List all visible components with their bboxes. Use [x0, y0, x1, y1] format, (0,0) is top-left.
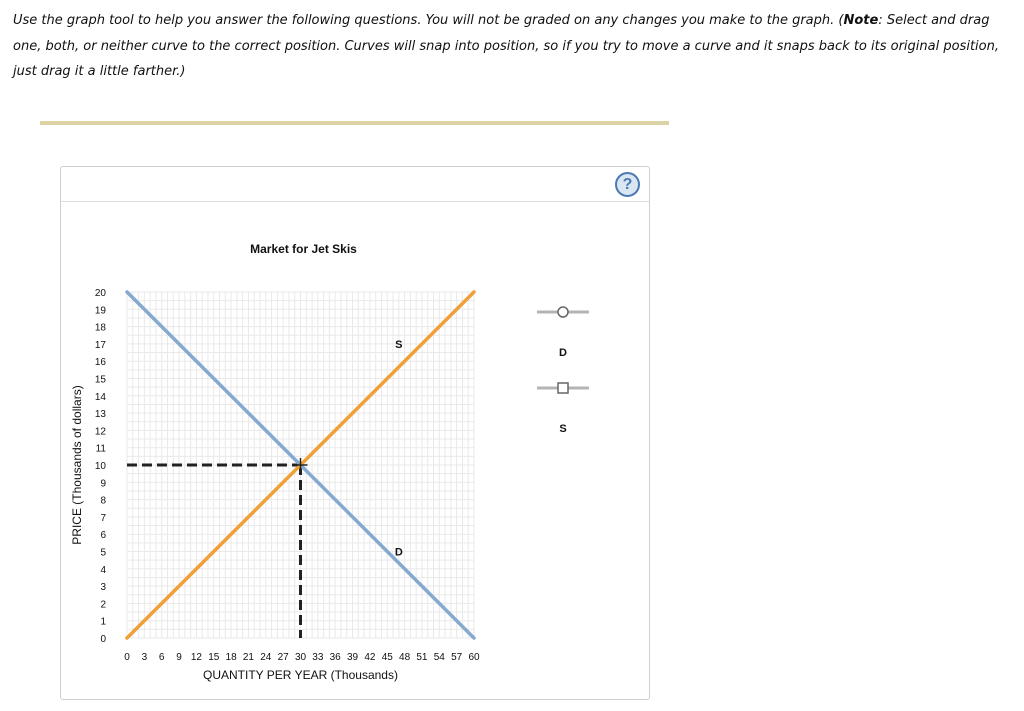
instructions-lead: Use the graph tool to help you answer the following questions. You will not be graded on any changes you make to the graph. (: [13, 13, 844, 28]
supply-curve-label: S: [395, 338, 403, 351]
y-tick-label: 16: [94, 357, 106, 369]
x-axis-label: QUANTITY PER YEAR (Thousands): [203, 668, 398, 682]
y-tick-label: 11: [95, 443, 106, 455]
y-tick-label: 1: [100, 616, 106, 628]
instructions-tail: : Select and drag one, both, or neither curve to the correct position. Curves will snap into position, so if you try to move a curve and it snaps back to its original position, just drag it a little farther.): [13, 13, 999, 79]
x-tick-label: 9: [176, 652, 182, 663]
chart-title: Market for Jet Skis: [250, 242, 357, 256]
x-tick-label: 3: [141, 652, 148, 663]
y-tick-label: 18: [94, 322, 106, 334]
x-tick-label: 54: [433, 652, 445, 663]
x-tick-label: 60: [468, 652, 480, 663]
y-tick-label: 20: [94, 288, 106, 299]
x-tick-label: 30: [294, 652, 307, 663]
y-tick-label: 10: [94, 461, 106, 472]
y-tick-label: 19: [94, 305, 106, 317]
x-tick-label: 18: [225, 652, 237, 663]
y-tick-label: 12: [94, 426, 106, 438]
x-tick-label: 15: [208, 652, 220, 663]
x-tick-label: 27: [277, 652, 289, 663]
x-tick-label: 21: [242, 652, 255, 663]
y-tick-label: 6: [100, 530, 106, 542]
y-tick-label: 14: [94, 391, 106, 403]
y-tick-label: 13: [94, 409, 106, 421]
y-tick-label: 17: [94, 339, 106, 351]
x-tick-label: 51: [416, 652, 428, 663]
x-tick-label: 33: [312, 652, 324, 663]
y-tick-label: 8: [100, 495, 106, 507]
square-handle-icon[interactable]: [558, 383, 568, 393]
y-tick-label: 9: [100, 478, 106, 490]
x-tick-label: 57: [451, 652, 463, 663]
y-tick-label: 7: [100, 512, 106, 524]
question-mark-icon: ?: [622, 176, 633, 193]
x-tick-label: 0: [124, 652, 130, 663]
x-tick-label: 45: [381, 652, 393, 663]
x-tick-label: 36: [329, 652, 341, 663]
y-tick-label: 0: [100, 634, 106, 645]
x-tick-label: 24: [260, 652, 272, 663]
circle-handle-icon[interactable]: [558, 307, 568, 317]
demand-curve-label: D: [394, 546, 403, 559]
x-tick-label: 6: [158, 652, 165, 663]
x-tick-label: 48: [399, 652, 411, 663]
y-tick-label: 2: [100, 599, 106, 611]
x-tick-label: 42: [364, 652, 376, 663]
y-tick-label: 4: [100, 564, 106, 576]
y-axis-label: PRICE (Thousands of dollars): [70, 385, 84, 545]
x-tick-label: 39: [346, 652, 359, 663]
y-tick-label: 5: [100, 547, 106, 559]
note-label: Note: [843, 13, 879, 28]
y-tick-label: 3: [100, 582, 106, 594]
x-tick-label: 12: [190, 652, 202, 663]
y-tick-label: 15: [94, 374, 106, 386]
legend-s-label: S: [559, 423, 567, 435]
legend-d-label: D: [559, 347, 567, 359]
